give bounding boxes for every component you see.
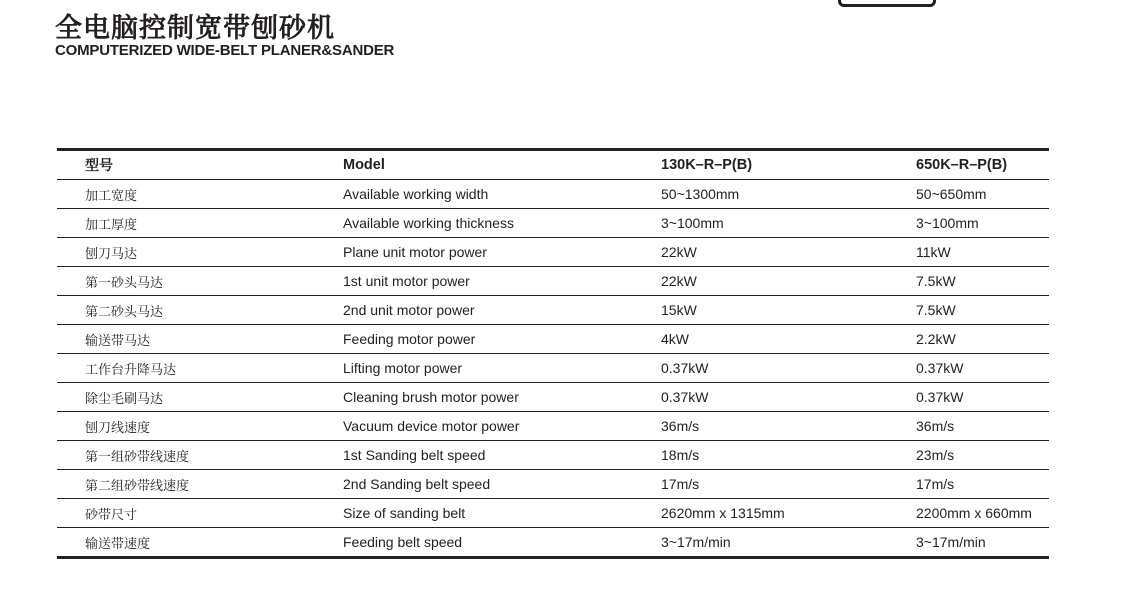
table-row — [57, 470, 1049, 499]
row-label-en: 2nd Sanding belt speed — [315, 470, 633, 499]
row-label-en: Lifting motor power — [315, 354, 633, 383]
value-130k: 18m/s — [633, 441, 888, 470]
value-650k: 11kW — [888, 238, 1049, 267]
row-label-en: Size of sanding belt — [315, 499, 633, 528]
page-title-chinese: 全电脑控制宽带刨砂机 — [55, 13, 335, 44]
value-130k: 0.37kW — [633, 383, 888, 412]
value-130k: 17m/s — [633, 470, 888, 499]
table-row — [57, 354, 1049, 383]
row-label-en: Plane unit motor power — [315, 238, 633, 267]
value-130k: 15kW — [633, 296, 888, 325]
page-title-english: COMPUTERIZED WIDE-BELT PLANER&SANDER — [55, 42, 395, 59]
row-label-en: 1st unit motor power — [315, 267, 633, 296]
row-label-en: Cleaning brush motor power — [315, 383, 633, 412]
value-130k: 3~100mm — [633, 209, 888, 238]
value-650k: 17m/s — [888, 470, 1049, 499]
row-label-cn: 加工宽度 — [57, 180, 315, 209]
value-130k: 22kW — [633, 267, 888, 296]
value-650k: 50~650mm — [888, 180, 1049, 209]
table-row — [57, 325, 1049, 354]
row-label-en: Feeding motor power — [315, 325, 633, 354]
value-130k: 22kW — [633, 238, 888, 267]
row-label-en: 2nd unit motor power — [315, 296, 633, 325]
row-label-cn: 第一砂头马达 — [57, 267, 315, 296]
value-130k: 2620mm x 1315mm — [633, 499, 888, 528]
header-cell-650k: 650K–R–P(B) — [888, 150, 1049, 180]
table-row — [57, 528, 1049, 558]
table-row — [57, 296, 1049, 325]
table-row — [57, 383, 1049, 412]
value-130k: 3~17m/min — [661, 534, 731, 550]
row-label-en: 1st Sanding belt speed — [315, 441, 633, 470]
header-cell-model-en: Model — [315, 150, 633, 180]
value-130k: 0.37kW — [633, 354, 888, 383]
row-label-cn: 第二砂头马达 — [57, 296, 315, 325]
row-label-cn: 输送带马达 — [57, 325, 315, 354]
value-130k: 36m/s — [633, 412, 888, 441]
value-650k: 23m/s — [888, 441, 1049, 470]
row-label-en: Vacuum device motor power — [315, 412, 633, 441]
value-650k: 7.5kW — [888, 267, 1049, 296]
row-label-en: Feeding belt speed — [343, 534, 463, 550]
value-650k: 36m/s — [888, 412, 1049, 441]
row-label-en: Available working width — [315, 180, 633, 209]
table-row — [57, 441, 1049, 470]
row-label-cn: 砂带尺寸 — [57, 499, 315, 528]
table-row — [57, 180, 1049, 209]
value-650k: 7.5kW — [888, 296, 1049, 325]
table-header-row — [57, 150, 1049, 180]
value-650k: 0.37kW — [888, 383, 1049, 412]
value-130k: 4kW — [633, 325, 888, 354]
table-row — [57, 209, 1049, 238]
row-label-cn: 刨刀马达 — [57, 238, 315, 267]
row-label-cn: 第一组砂带线速度 — [57, 441, 315, 470]
row-label-cn: 工作台升降马达 — [57, 354, 315, 383]
row-label-cn: 第二组砂带线速度 — [57, 470, 315, 499]
row-label-cn: 输送带速度 — [85, 536, 151, 552]
table-row — [57, 267, 1049, 296]
table-row — [57, 412, 1049, 441]
value-650k: 2200mm x 660mm — [888, 499, 1049, 528]
table-row — [57, 238, 1049, 267]
value-650k: 2.2kW — [888, 325, 1049, 354]
header-cell-model-cn: 型号 — [57, 150, 315, 180]
header-cell-130k: 130K–R–P(B) — [633, 150, 888, 180]
row-label-en: Available working thickness — [315, 209, 633, 238]
row-label-cn: 刨刀线速度 — [57, 412, 315, 441]
table-row — [57, 499, 1049, 528]
specification-table — [57, 148, 1049, 559]
value-650k: 3~17m/min — [916, 534, 986, 550]
value-130k: 50~1300mm — [633, 180, 888, 209]
value-650k: 0.37kW — [888, 354, 1049, 383]
value-650k: 3~100mm — [888, 209, 1049, 238]
corner-decoration — [838, 0, 936, 7]
row-label-cn: 加工厚度 — [57, 209, 315, 238]
row-label-cn: 除尘毛刷马达 — [57, 383, 315, 412]
